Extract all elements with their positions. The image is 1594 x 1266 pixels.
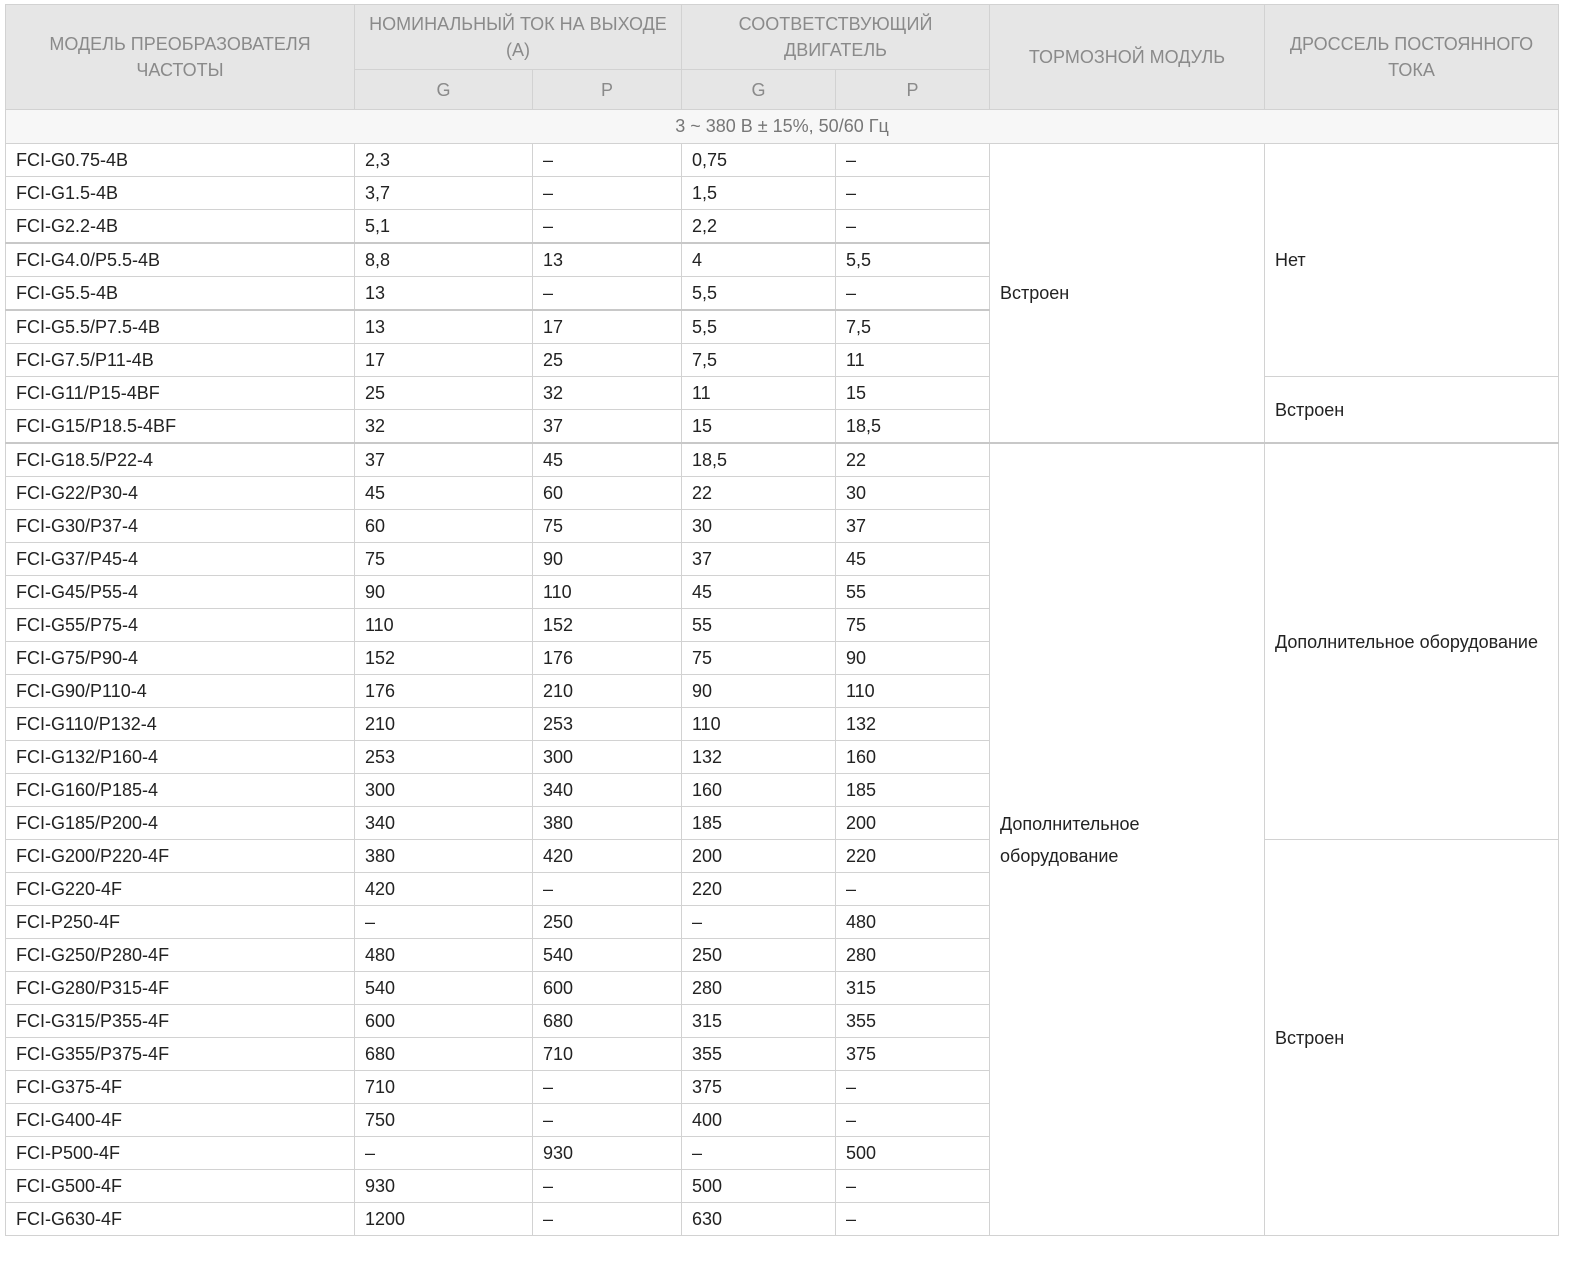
motor-p-cell: 315 [836, 972, 990, 1005]
current-p-cell: 600 [533, 972, 682, 1005]
current-g-cell: 253 [355, 741, 533, 774]
current-g-cell: 750 [355, 1104, 533, 1137]
current-g-cell: 540 [355, 972, 533, 1005]
model-cell: FCI-G375-4F [6, 1071, 355, 1104]
motor-g-cell: 5,5 [682, 277, 836, 311]
model-cell: FCI-G160/P185-4 [6, 774, 355, 807]
motor-p-cell: – [836, 1104, 990, 1137]
current-p-cell: – [533, 210, 682, 244]
current-g-cell: – [355, 906, 533, 939]
motor-g-cell: 11 [682, 377, 836, 410]
current-p-cell: 253 [533, 708, 682, 741]
motor-g-cell: 315 [682, 1005, 836, 1038]
motor-g-cell: 110 [682, 708, 836, 741]
current-g-cell: 420 [355, 873, 533, 906]
dc-choke-cell: Встроен [1265, 377, 1559, 444]
motor-p-cell: 7,5 [836, 310, 990, 344]
model-cell: FCI-G355/P375-4F [6, 1038, 355, 1071]
motor-g-cell: 2,2 [682, 210, 836, 244]
motor-p-cell: 5,5 [836, 243, 990, 277]
current-g-cell: 480 [355, 939, 533, 972]
current-p-cell: – [533, 177, 682, 210]
motor-g-cell: 132 [682, 741, 836, 774]
motor-g-cell: 5,5 [682, 310, 836, 344]
current-g-cell: 176 [355, 675, 533, 708]
table-row [6, 144, 1559, 177]
current-g-cell: 75 [355, 543, 533, 576]
model-cell: FCI-G500-4F [6, 1170, 355, 1203]
table-row [6, 840, 1559, 873]
motor-g-cell: 220 [682, 873, 836, 906]
motor-g-cell: 75 [682, 642, 836, 675]
current-p-cell: – [533, 144, 682, 177]
motor-p-cell: 480 [836, 906, 990, 939]
current-g-cell: 32 [355, 410, 533, 444]
model-cell: FCI-G55/P75-4 [6, 609, 355, 642]
current-p-cell: 75 [533, 510, 682, 543]
model-cell: FCI-G90/P110-4 [6, 675, 355, 708]
motor-p-cell: 185 [836, 774, 990, 807]
model-cell: FCI-P500-4F [6, 1137, 355, 1170]
model-cell: FCI-G280/P315-4F [6, 972, 355, 1005]
current-g-cell: 600 [355, 1005, 533, 1038]
current-p-cell: – [533, 277, 682, 311]
model-cell: FCI-P250-4F [6, 906, 355, 939]
motor-p-cell: 37 [836, 510, 990, 543]
motor-p-cell: 500 [836, 1137, 990, 1170]
current-g-cell: 3,7 [355, 177, 533, 210]
header-motor-p: P [836, 70, 990, 110]
current-p-cell: – [533, 873, 682, 906]
brake-module-cell: Встроен [990, 144, 1265, 444]
motor-p-cell: – [836, 144, 990, 177]
motor-g-cell: 15 [682, 410, 836, 444]
current-p-cell: 250 [533, 906, 682, 939]
motor-g-cell: 45 [682, 576, 836, 609]
model-cell: FCI-G5.5/P7.5-4B [6, 310, 355, 344]
current-g-cell: 210 [355, 708, 533, 741]
header-brake-module: ТОРМОЗНОЙ МОДУЛЬ [990, 5, 1265, 110]
current-g-cell: 680 [355, 1038, 533, 1071]
motor-g-cell: 1,5 [682, 177, 836, 210]
current-g-cell: 13 [355, 277, 533, 311]
table-row [6, 377, 1559, 410]
model-cell: FCI-G630-4F [6, 1203, 355, 1236]
current-g-cell: 5,1 [355, 210, 533, 244]
motor-p-cell: 375 [836, 1038, 990, 1071]
motor-p-cell: 200 [836, 807, 990, 840]
motor-p-cell: 220 [836, 840, 990, 873]
current-g-cell: 25 [355, 377, 533, 410]
motor-p-cell: 110 [836, 675, 990, 708]
model-cell: FCI-G11/P15-4BF [6, 377, 355, 410]
motor-g-cell: 500 [682, 1170, 836, 1203]
motor-p-cell: – [836, 177, 990, 210]
motor-g-cell: 280 [682, 972, 836, 1005]
model-cell: FCI-G200/P220-4F [6, 840, 355, 873]
motor-p-cell: 15 [836, 377, 990, 410]
current-p-cell: – [533, 1170, 682, 1203]
motor-g-cell: 630 [682, 1203, 836, 1236]
model-cell: FCI-G30/P37-4 [6, 510, 355, 543]
current-p-cell: – [533, 1104, 682, 1137]
motor-g-cell: 200 [682, 840, 836, 873]
motor-p-cell: – [836, 1170, 990, 1203]
motor-g-cell: 18,5 [682, 443, 836, 477]
current-p-cell: 110 [533, 576, 682, 609]
current-g-cell: 17 [355, 344, 533, 377]
model-cell: FCI-G7.5/P11-4B [6, 344, 355, 377]
current-g-cell: – [355, 1137, 533, 1170]
model-cell: FCI-G45/P55-4 [6, 576, 355, 609]
motor-p-cell: 280 [836, 939, 990, 972]
motor-p-cell: 45 [836, 543, 990, 576]
current-p-cell: 152 [533, 609, 682, 642]
motor-p-cell: – [836, 1203, 990, 1236]
motor-g-cell: 400 [682, 1104, 836, 1137]
current-p-cell: 37 [533, 410, 682, 444]
current-p-cell: 90 [533, 543, 682, 576]
current-p-cell: 210 [533, 675, 682, 708]
model-cell: FCI-G110/P132-4 [6, 708, 355, 741]
header-motor: СООТВЕТСТВУЮЩИЙ ДВИГАТЕЛЬ [682, 5, 990, 70]
header-current-p: P [533, 70, 682, 110]
current-g-cell: 380 [355, 840, 533, 873]
motor-p-cell: – [836, 277, 990, 311]
model-cell: FCI-G132/P160-4 [6, 741, 355, 774]
current-p-cell: 680 [533, 1005, 682, 1038]
brake-module-cell: Дополнительное оборудование [990, 443, 1265, 1236]
motor-p-cell: 132 [836, 708, 990, 741]
header-dc-choke: ДРОССЕЛЬ ПОСТОЯННОГО ТОКА [1265, 5, 1559, 110]
current-g-cell: 300 [355, 774, 533, 807]
current-p-cell: 300 [533, 741, 682, 774]
motor-g-cell: 375 [682, 1071, 836, 1104]
model-cell: FCI-G2.2-4B [6, 210, 355, 244]
spec-table [5, 4, 1559, 1236]
model-cell: FCI-G250/P280-4F [6, 939, 355, 972]
current-g-cell: 8,8 [355, 243, 533, 277]
current-p-cell: 930 [533, 1137, 682, 1170]
current-g-cell: 90 [355, 576, 533, 609]
model-cell: FCI-G185/P200-4 [6, 807, 355, 840]
current-g-cell: 710 [355, 1071, 533, 1104]
model-cell: FCI-G400-4F [6, 1104, 355, 1137]
model-cell: FCI-G4.0/P5.5-4B [6, 243, 355, 277]
motor-g-cell: 355 [682, 1038, 836, 1071]
current-g-cell: 13 [355, 310, 533, 344]
motor-p-cell: 160 [836, 741, 990, 774]
motor-p-cell: 355 [836, 1005, 990, 1038]
current-g-cell: 110 [355, 609, 533, 642]
current-g-cell: 2,3 [355, 144, 533, 177]
voltage-row: 3 ~ 380 В ± 15%, 50/60 Гц [6, 110, 1559, 144]
model-cell: FCI-G37/P45-4 [6, 543, 355, 576]
motor-p-cell: 18,5 [836, 410, 990, 444]
motor-g-cell: 37 [682, 543, 836, 576]
header-rated-current: НОМИНАЛЬНЫЙ ТОК НА ВЫХОДЕ (А) [355, 5, 682, 70]
motor-g-cell: 250 [682, 939, 836, 972]
header-motor-g: G [682, 70, 836, 110]
motor-g-cell: 22 [682, 477, 836, 510]
motor-g-cell: – [682, 1137, 836, 1170]
motor-g-cell: 7,5 [682, 344, 836, 377]
current-p-cell: – [533, 1071, 682, 1104]
current-p-cell: 13 [533, 243, 682, 277]
model-cell: FCI-G5.5-4B [6, 277, 355, 311]
motor-g-cell: – [682, 906, 836, 939]
current-p-cell: 176 [533, 642, 682, 675]
motor-p-cell: – [836, 873, 990, 906]
current-p-cell: 380 [533, 807, 682, 840]
current-p-cell: 420 [533, 840, 682, 873]
motor-p-cell: 55 [836, 576, 990, 609]
model-cell: FCI-G0.75-4B [6, 144, 355, 177]
dc-choke-cell: Дополнительное оборудование [1265, 443, 1559, 840]
current-g-cell: 37 [355, 443, 533, 477]
motor-p-cell: 22 [836, 443, 990, 477]
current-p-cell: 540 [533, 939, 682, 972]
model-cell: FCI-G315/P355-4F [6, 1005, 355, 1038]
motor-p-cell: 30 [836, 477, 990, 510]
model-cell: FCI-G22/P30-4 [6, 477, 355, 510]
current-p-cell: 32 [533, 377, 682, 410]
motor-g-cell: 30 [682, 510, 836, 543]
current-p-cell: 340 [533, 774, 682, 807]
motor-g-cell: 0,75 [682, 144, 836, 177]
model-cell: FCI-G18.5/P22-4 [6, 443, 355, 477]
current-p-cell: 45 [533, 443, 682, 477]
current-g-cell: 152 [355, 642, 533, 675]
model-cell: FCI-G220-4F [6, 873, 355, 906]
model-cell: FCI-G75/P90-4 [6, 642, 355, 675]
current-g-cell: 930 [355, 1170, 533, 1203]
current-g-cell: 45 [355, 477, 533, 510]
model-cell: FCI-G15/P18.5-4BF [6, 410, 355, 444]
motor-p-cell: 90 [836, 642, 990, 675]
header-current-g: G [355, 70, 533, 110]
motor-g-cell: 90 [682, 675, 836, 708]
current-g-cell: 1200 [355, 1203, 533, 1236]
model-cell: FCI-G1.5-4B [6, 177, 355, 210]
dc-choke-cell: Встроен [1265, 840, 1559, 1236]
current-p-cell: 17 [533, 310, 682, 344]
motor-g-cell: 185 [682, 807, 836, 840]
current-p-cell: 710 [533, 1038, 682, 1071]
motor-p-cell: 11 [836, 344, 990, 377]
table-body [6, 110, 1559, 1236]
current-g-cell: 340 [355, 807, 533, 840]
motor-g-cell: 4 [682, 243, 836, 277]
current-p-cell: – [533, 1203, 682, 1236]
header-model: МОДЕЛЬ ПРЕОБРАЗОВАТЕЛЯ ЧАСТОТЫ [6, 5, 355, 110]
current-g-cell: 60 [355, 510, 533, 543]
motor-p-cell: 75 [836, 609, 990, 642]
motor-p-cell: – [836, 210, 990, 244]
current-p-cell: 25 [533, 344, 682, 377]
table-row [6, 443, 1559, 477]
current-p-cell: 60 [533, 477, 682, 510]
dc-choke-cell: Нет [1265, 144, 1559, 377]
motor-p-cell: – [836, 1071, 990, 1104]
motor-g-cell: 55 [682, 609, 836, 642]
motor-g-cell: 160 [682, 774, 836, 807]
